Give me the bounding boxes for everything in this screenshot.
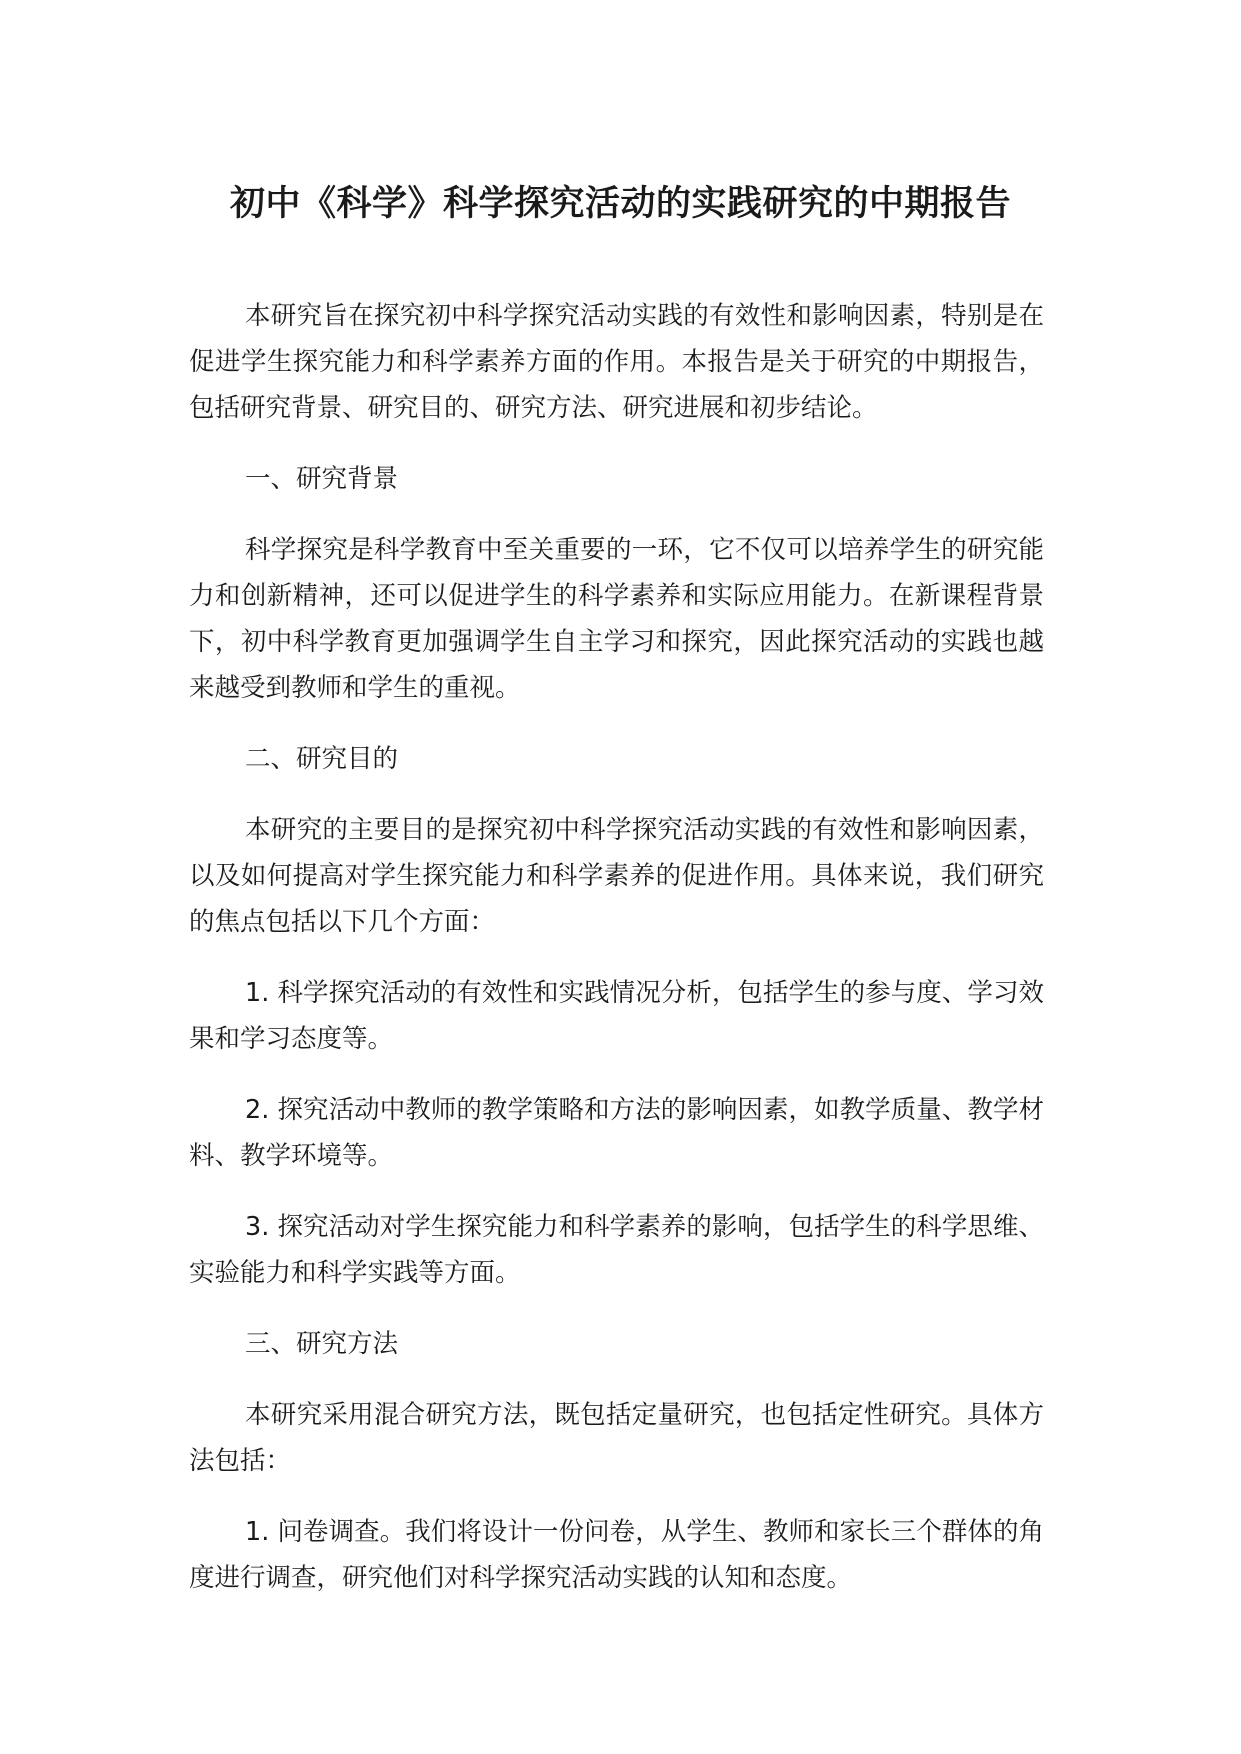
- method-item-1: 1. 问卷调查。我们将设计一份问卷，从学生、教师和家长三个群体的角度进行调查，研究他们对科学探究活动实践的认知和态度。: [189, 1517, 1044, 1593]
- purpose-paragraph: 本研究的主要目的是探究初中科学探究活动实践的有效性和影响因素，以及如何提高对学生探究能力和科学素养的促进作用。具体来说，我们研究的焦点包括以下几个方面：: [189, 815, 1044, 937]
- purpose-item-1: 1. 科学探究活动的有效性和实践情况分析，包括学生的参与度、学习效果和学习态度等。: [189, 978, 1044, 1054]
- section-heading-purpose: 二、研究目的: [245, 744, 399, 774]
- purpose-item-3: 3. 探究活动对学生探究能力和科学素养的影响，包括学生的科学思维、实验能力和科学实践等方面。: [189, 1212, 1044, 1288]
- purpose-item-2: 2. 探究活动中教师的教学策略和方法的影响因素，如教学质量、教学材料、教学环境等。: [189, 1095, 1044, 1171]
- document-title: 初中《科学》科学探究活动的实践研究的中期报告: [229, 184, 1011, 224]
- section-heading-background: 一、研究背景: [245, 464, 399, 494]
- background-paragraph: 科学探究是科学教育中至关重要的一环，它不仅可以培养学生的研究能力和创新精神，还可以促进学生的科学素养和实际应用能力。在新课程背景下，初中科学教育更加强调学生自主学习和探究，因此探究活动的实践也越来越受到教师和学生的重视。: [189, 535, 1044, 703]
- document-body: [189, 293, 1044, 1626]
- method-paragraph: 本研究采用混合研究方法，既包括定量研究，也包括定性研究。具体方法包括：: [189, 1400, 1044, 1476]
- section-heading-method: 三、研究方法: [245, 1329, 399, 1359]
- intro-paragraph: 本研究旨在探究初中科学探究活动实践的有效性和影响因素，特别是在促进学生探究能力和科学素养方面的作用。本报告是关于研究的中期报告，包括研究背景、研究目的、研究方法、研究进展和初步结论。: [189, 301, 1044, 423]
